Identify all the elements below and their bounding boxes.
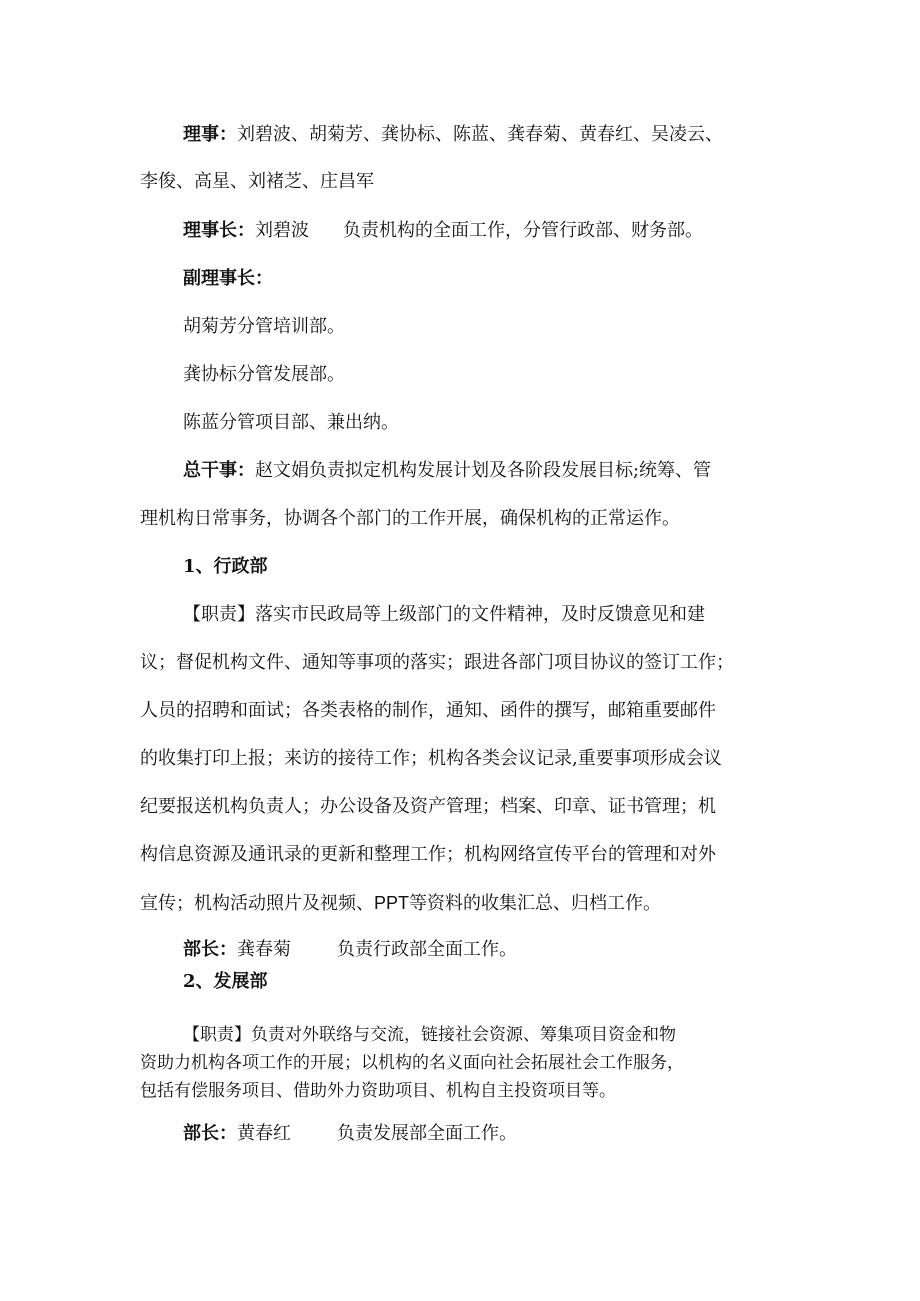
- admin-duty-text: 宣传；机构活动照片及视频、: [140, 893, 374, 914]
- admin-duty-line: 纪要报送机构负责人；办公设备及资产管理；档案、印章、证书管理；机: [140, 796, 716, 817]
- chairman-label: 理事长：: [183, 220, 255, 241]
- dev-head-label: 部长：: [183, 1123, 237, 1144]
- vice-chairman-item: 龚协标分管发展部。: [183, 364, 345, 385]
- vice-chairman-label: 副理事长：: [183, 268, 273, 289]
- admin-head-duty: 负责行政部全面工作。: [337, 939, 517, 960]
- secretary-general-line2: 理机构日常事务，协调各个部门的工作开展，确保机构的正常运作。: [140, 508, 680, 529]
- vice-chairman-item: 胡菊芳分管培训部。: [183, 316, 345, 337]
- secretary-general-label: 总干事：: [183, 460, 255, 481]
- chairman-duty: 负责机构的全面工作，分管行政部、财务部。: [343, 220, 703, 241]
- dev-duty-line: 资助力机构各项工作的开展；以机构的名义面向社会拓展社会工作服务，: [140, 1053, 684, 1073]
- dev-head-name: 黄春红: [237, 1123, 291, 1144]
- admin-head-name: 龚春菊: [237, 939, 291, 960]
- admin-duty-line: 【职责】落实市民政局等上级部门的文件精神，及时反馈意见和建: [183, 604, 705, 625]
- board-members-line2: 李俊、高星、刘褚芝、庄昌军: [140, 171, 374, 192]
- vice-chairman-item: 陈蓝分管项目部、兼出纳。: [183, 412, 399, 433]
- dev-duty-line: 【职责】负责对外联络与交流，链接社会资源、筹集项目资金和物: [183, 1025, 676, 1045]
- admin-duty-line: 议；督促机构文件、通知等事项的落实；跟进各部门项目协议的签订工作；: [140, 652, 734, 673]
- board-members-line1: [183, 111, 723, 159]
- admin-head-label: 部长：: [183, 939, 237, 960]
- ppt-text: PPT: [374, 893, 410, 913]
- dev-duty-line: 包括有偿服务项目、借助外力资助项目、机构自主投资项目等。: [140, 1081, 616, 1101]
- admin-duty-text: 等资料的收集汇总、归档工作。: [409, 893, 662, 914]
- secretary-general-line1: [183, 447, 711, 495]
- dev-head-duty: 负责发展部全面工作。: [337, 1123, 517, 1144]
- admin-duty-line: 的收集打印上报；来访的接待工作；机构各类会议记录,重要事项形成会议: [140, 748, 722, 769]
- dev-head-line: [183, 1110, 517, 1158]
- board-members-text: 刘碧波、胡菊芳、龚协标、陈蓝、龚春菊、黄春红、吴凌云、: [237, 124, 723, 145]
- admin-duty-line: 人员的招聘和面试；各类表格的制作，通知、函件的撰写，邮箱重要邮件: [140, 700, 716, 721]
- chairman-name: 刘碧波: [255, 220, 309, 241]
- board-label: 理事：: [183, 124, 237, 145]
- secretary-general-text: 赵文娟负责拟定机构发展计划及各阶段发展目标;统筹、管: [255, 460, 712, 481]
- admin-duty-last-line: [140, 879, 661, 928]
- admin-dept-heading: 1、行政部: [183, 556, 268, 577]
- admin-duty-line: 构信息资源及通讯录的更新和整理工作；机构网络宣传平台的管理和对外: [140, 844, 716, 865]
- chairman-line: [183, 207, 703, 255]
- dev-dept-heading: 2、发展部: [183, 971, 268, 992]
